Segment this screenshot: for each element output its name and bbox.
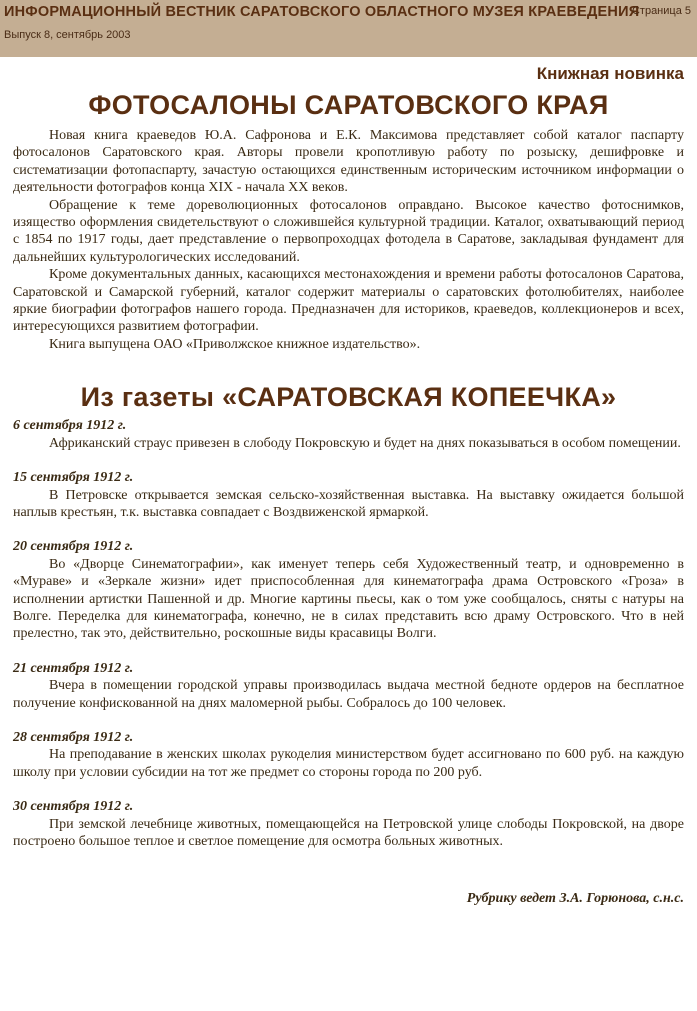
book-paragraph: Обращение к теме дореволюционных фотосалонов оправдано. Высокое качество фотоснимков, изящество оформления свидетельствуют о сложившейся культурной традиции. Каталог, охватывающий период с 1854 по 1917 годы, дает представление о первопроходцах фотодела в Саратове, закладывая фундамент для дальнейших культурологических исследований.	[13, 197, 684, 265]
entry-date: 6 сентября 1912 г.	[13, 418, 127, 434]
page-content	[13, 63, 684, 908]
entry-text: Вчера в помещении городской управы производилась выдача местной бедноте ордеров на бесплатное получение конфискованной на днях маломерной рыбы. Собралось до 100 человек.	[13, 678, 684, 711]
book-paragraph: Кроме документальных данных, касающихся местонахождения и времени работы фотосалонов Саратова, Саратовской и Самарской губерний, каталог содержит материалы о саратовских фотолюбителях, наиболее яркие биографии фотографов нашего города. Предназначен для историков, краеведов, коллекционеров и всех, интересующихся развитием фотографии.	[13, 267, 684, 335]
newspaper-entry	[13, 798, 684, 850]
newspaper-section-title: Из газеты «САРАТОВСКАЯ КОПЕЕЧКА»	[80, 382, 617, 413]
book-article-title: ФОТОСАЛОНЫ САРАТОВСКОГО КРАЯ	[88, 90, 609, 120]
entry-text: В Петровске открывается земская сельско-хозяйственная выставка. На выставку ожидается большой наплыв крестьян, т.к. выставка совпадает с Воздвиженской ярмаркой.	[13, 487, 684, 520]
section-label: Книжная новинка	[536, 64, 684, 83]
entry-date: 28 сентября 1912 г.	[13, 729, 134, 745]
entry-date: 21 сентября 1912 г.	[13, 660, 134, 676]
entry-date: 20 сентября 1912 г.	[13, 539, 134, 555]
entry-text: Во «Дворце Синематографии», как именует теперь себя Художественный театр, и одновременно в «Мураве» и «Зеркале жизни» идет приспособленная для кинематографа драма Островского «Гроза» в исполнении артистки Пашенной и др. Многие картины пьесы, как о том уже сообщалось, сняты с натуры на Волге. Переделка для кинематографа, конечно, не в силах представить всю драму Островского. Что в ней прелестно, так это, действительно, роскошные виды красавицы Волги.	[13, 556, 684, 642]
entry-date: 15 сентября 1912 г.	[13, 470, 134, 486]
entry-date: 30 сентября 1912 г.	[13, 799, 134, 815]
column-author-signature: Рубрику ведет З.А. Горюнова, с.н.с.	[466, 891, 684, 907]
book-paragraph: Новая книга краеведов Ю.А. Сафронова и Е.К. Максимова представляет собой каталог паспарту фотосалонов Саратовского края. Авторы провели кропотливую работу по розыску, дешифровке и систематизации фотопаспарту, зачастую остающихся единственным историческим источником информации о деятельности фотографов конца XIX - начала XX веков.	[13, 128, 684, 196]
book-paragraph: Книга выпущена ОАО «Приволжское книжное издательство».	[49, 336, 421, 352]
newspaper-entry	[13, 660, 684, 712]
entry-text: Африканский страус привезен в слободу Покровскую и будет на днях показываться в особом помещении.	[49, 435, 681, 451]
newspaper-entry	[13, 417, 684, 452]
newspaper-entry	[13, 729, 684, 781]
entry-text: При земской лечебнице животных, помещающейся на Петровской улице слободы Покровской, на дворе построено большое теплое и светлое помещение для осмотра больных животных.	[13, 816, 684, 849]
newspaper-entry	[13, 538, 684, 642]
newsletter-title: ИНФОРМАЦИОННЫЙ ВЕСТНИК САРАТОВСКОГО ОБЛАСТНОГО МУЗЕЯ КРАЕВЕДЕНИЯ	[4, 4, 640, 20]
page-number: Страница 5	[631, 5, 691, 17]
newspaper-entry	[13, 469, 684, 521]
newsletter-header	[0, 0, 697, 57]
issue-info: Выпуск 8, сентябрь 2003	[4, 29, 131, 41]
entry-text: На преподавание в женских школах рукоделия министерством будет ассигновано по 600 руб. на каждую школу при условии субсидии на тот же предмет со стороны города по 200 руб.	[13, 747, 684, 780]
